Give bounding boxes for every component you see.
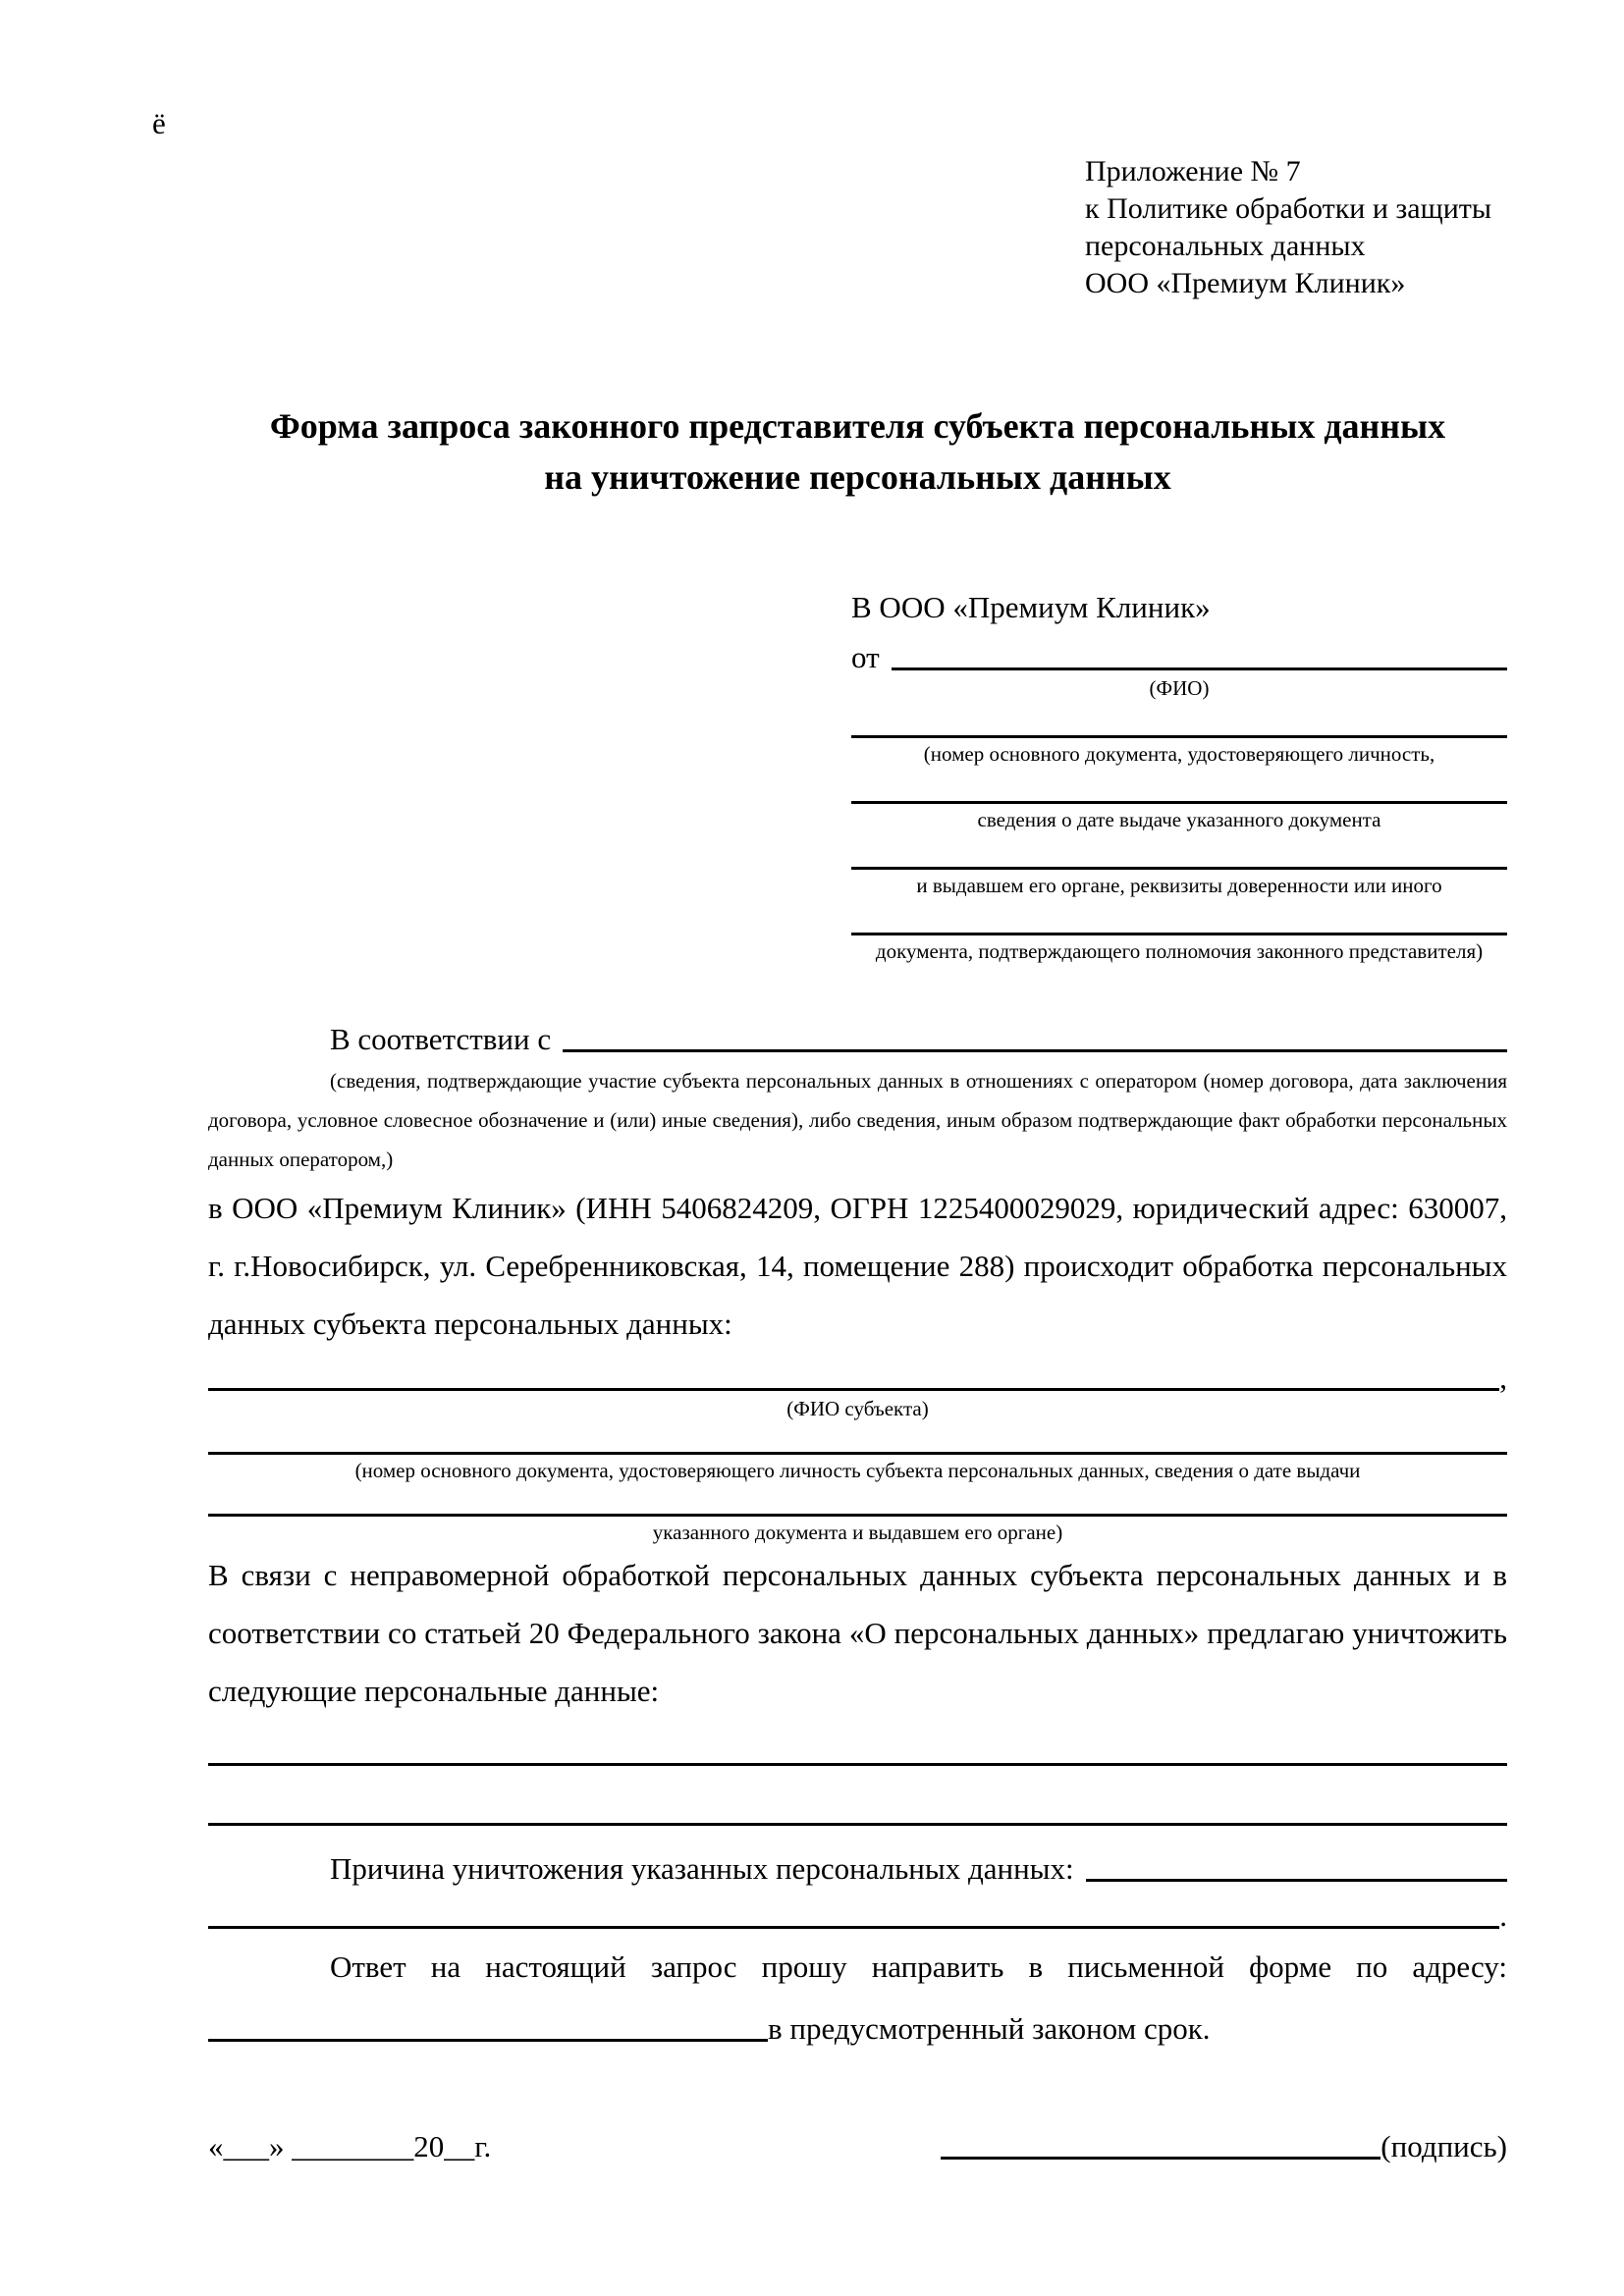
address-blank-line [208, 2039, 768, 2042]
document-content [208, 0, 1507, 2164]
according-blank-line [563, 1049, 1507, 1052]
trailing-comma: , [1499, 1361, 1507, 1395]
blank-line [851, 702, 1507, 738]
signature-area [941, 2129, 1507, 2164]
blank-line [208, 1422, 1507, 1455]
blank-line [208, 1763, 1507, 1766]
appendix-line: персональных данных [1085, 230, 1366, 262]
trailing-period: . [1499, 1898, 1507, 1933]
operator-paragraph: в ООО «Премиум Клиник» (ИНН 5406824209, ОГРН 1225400029029, юридический адрес: 630007, г. г.Новосибирск, ул. Серебренниковская, 14, помещение 288) происходит обработка персональных данных субъекта персональных данных: [208, 1191, 1507, 1341]
addressee-caption: (номер основного документа, удостоверяющего личность, [923, 742, 1435, 766]
according-caption: (сведения, подтверждающие участие субъекта персональных данных в отношениях с оператором (номер договора, дата заключения договора, условное словесное обозначение и (или) иные сведения), либо сведения, иным образом подтверждающие факт обработки персональных данных оператором,) [208, 1069, 1507, 1171]
addressee-to: В ООО «Премиум Клиник» [851, 590, 1211, 624]
reason-continuation-row [208, 1887, 1507, 1934]
blank-line [851, 833, 1507, 870]
addressee-block [851, 585, 1507, 965]
subject-doc-caption: указанного документа и выдавшем его органе) [652, 1521, 1063, 1544]
appendix-line: Приложение № 7 [1085, 155, 1301, 187]
from-row [851, 630, 1507, 675]
subject-fio-row [208, 1353, 1507, 1396]
reason-row [208, 1840, 1507, 1887]
reply-tail: в предусмотренный законом срок. [768, 2011, 1211, 2046]
unlawful-paragraph: В связи с неправомерной обработкой персональных данных субъекта персональных данных и в соответствии со статьей 20 Федерального закона «О персональных данных» предлагаю уничтожить следующие персональные данные: [208, 1558, 1507, 1708]
subject-fio-blank-line [208, 1388, 1499, 1391]
addressee-caption: сведения о дате выдаче указанного документа [977, 808, 1381, 831]
signature-blank-line [941, 2157, 1380, 2160]
reply-paragraph: Ответ на настоящий запрос прошу направить в письменной форме по адресу: [330, 1949, 1507, 1984]
according-label: В соответствии с [330, 1022, 552, 1056]
reply-address-row [208, 1996, 1507, 2047]
blank-line [208, 1823, 1507, 1826]
appendix-line: к Политике обработки и защиты [1085, 192, 1492, 225]
fio-caption: (ФИО) [1149, 676, 1210, 700]
fio-blank-line [892, 667, 1507, 670]
according-row [330, 1012, 1507, 1057]
addressee-caption: документа, подтверждающего полномочия законного представителя) [875, 939, 1484, 963]
addressee-caption: и выдавшем его органе, реквизиты доверенности или иного [916, 874, 1442, 897]
document-title [208, 400, 1507, 503]
title-line-1: Форма запроса законного представителя субъекта персональных данных [269, 406, 1446, 446]
subject-fio-caption: (ФИО субъекта) [786, 1397, 929, 1420]
blank-line [851, 899, 1507, 935]
appendix-line: ООО «Премиум Клиник» [1085, 267, 1406, 299]
appendix-block [1085, 153, 1507, 302]
blank-line [851, 768, 1507, 804]
reason-blank-line [1086, 1879, 1507, 1882]
blank-line [208, 1484, 1507, 1517]
reason-label: Причина уничтожения указанных персональных данных: [330, 1851, 1074, 1886]
signature-caption: (подпись) [1380, 2129, 1507, 2163]
from-label: от [851, 640, 880, 674]
title-line-2: на уничтожение персональных данных [544, 457, 1171, 497]
stray-char: ё [152, 106, 166, 140]
date-template: «___» ________20__г. [208, 2129, 492, 2163]
date-signature-row [208, 2117, 1507, 2164]
blank-line [208, 1926, 1499, 1929]
subject-doc-caption: (номер основного документа, удостоверяющего личность субъекта персональных данных, сведения о дате выдачи [354, 1459, 1361, 1482]
